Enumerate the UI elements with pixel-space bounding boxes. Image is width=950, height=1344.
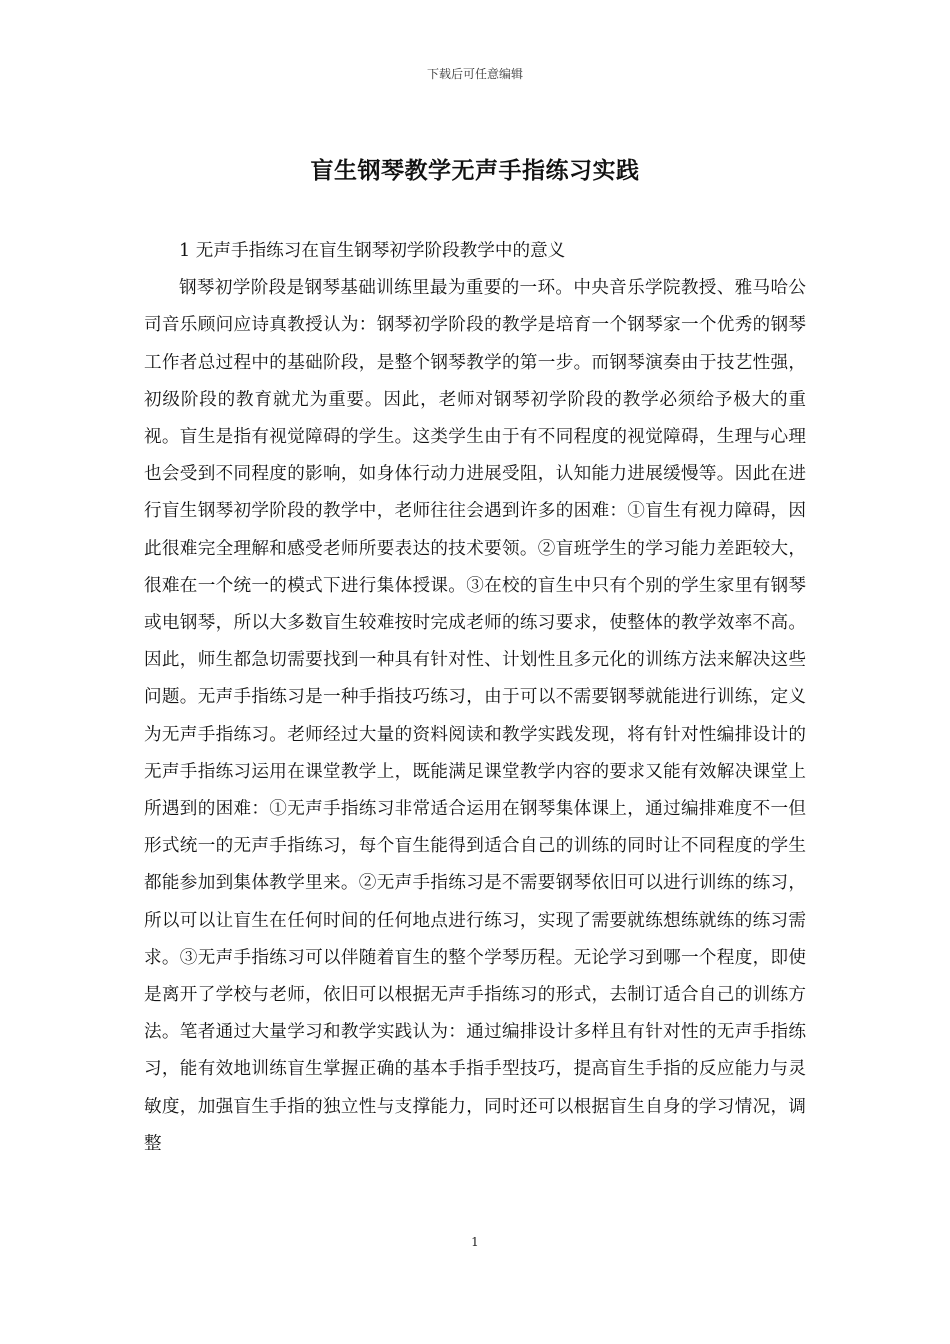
page-header: 下载后可任意编辑 — [426, 67, 523, 81]
section-heading: 1 无声手指练习在盲生钢琴初学阶段教学中的意义 — [179, 241, 566, 261]
page-number: 1 — [471, 1235, 479, 1249]
body-paragraph: 钢琴初学阶段是钢琴基础训练里最为重要的一环。中央音乐学院教授、雅马哈公司音乐顾问应诗真教授认为：钢琴初学阶段的教学是培育一个钢琴家一个优秀的钢琴工作者总过程中的基础阶段，是整个钢琴教学的第一步。而钢琴演奏由于技艺性强，初级阶段的教育就尤为重要。因此，老师对钢琴初学阶段的教学必须给予极大的重视。盲生是指有视觉障碍的学生。这类学生由于有不同程度的视觉障碍，生理与心理也会受到不同程度的影响，如身体行动力进展受阻，认知能力进展缓慢等。因此在进行盲生钢琴初学阶段的教学中，老师往往会遇到许多的困难：①盲生有视力障碍，因此很难完全理解和感受老师所要表达的技术要领。②盲班学生的学习能力差距较大，很难在一个统一的模式下进行集体授课。③在校的盲生中只有个别的学生家里有钢琴或电钢琴，所以大多数盲生较难按时完成老师的练习要求，使整体的教学效率不高。因此，师生都急切需要找到一种具有针对性、计划性且多元化的训练方法来解决这些问题。无声手指练习是一种手指技巧练习，由于可以不需要钢琴就能进行训练，定义为无声手指练习。老师经过大量的资料阅读和教学实践发现，将有针对性编排设计的无声手指练习运用在课堂教学上，既能满足课堂教学内容的要求又能有效解决课堂上所遇到的困难：①无声手指练习非常适合运用在钢琴集体课上，通过编排难度不一但形式统一的无声手指练习，每个盲生能得到适合自己的训练的同时让不同程度的学生都能参加到集体教学里来。②无声手指练习是不需要钢琴依旧可以进行训练的练习，所以可以让盲生在任何时间的任何地点进行练习，实现了需要就练想练就练的练习需求。③无声手指练习可以伴随着盲生的整个学琴历程。无论学习到哪一个程度，即使是离开了学校与老师，依旧可以根据无声手指练习的形式，去制订适合自己的训练方法。笔者通过大量学习和教学实践认为：通过编排设计多样且有针对性的无声手指练习，能有效地训练盲生掌握正确的基本手指手型技巧，提高盲生手指的反应能力与灵敏度，加强盲生手指的独立性与支撑能力，同时还可以根据盲生自身的学习情况，调整 — [144, 278, 806, 1154]
document-body — [144, 233, 806, 1163]
document-title: 盲生钢琴教学无声手指练习实践 — [310, 157, 640, 184]
